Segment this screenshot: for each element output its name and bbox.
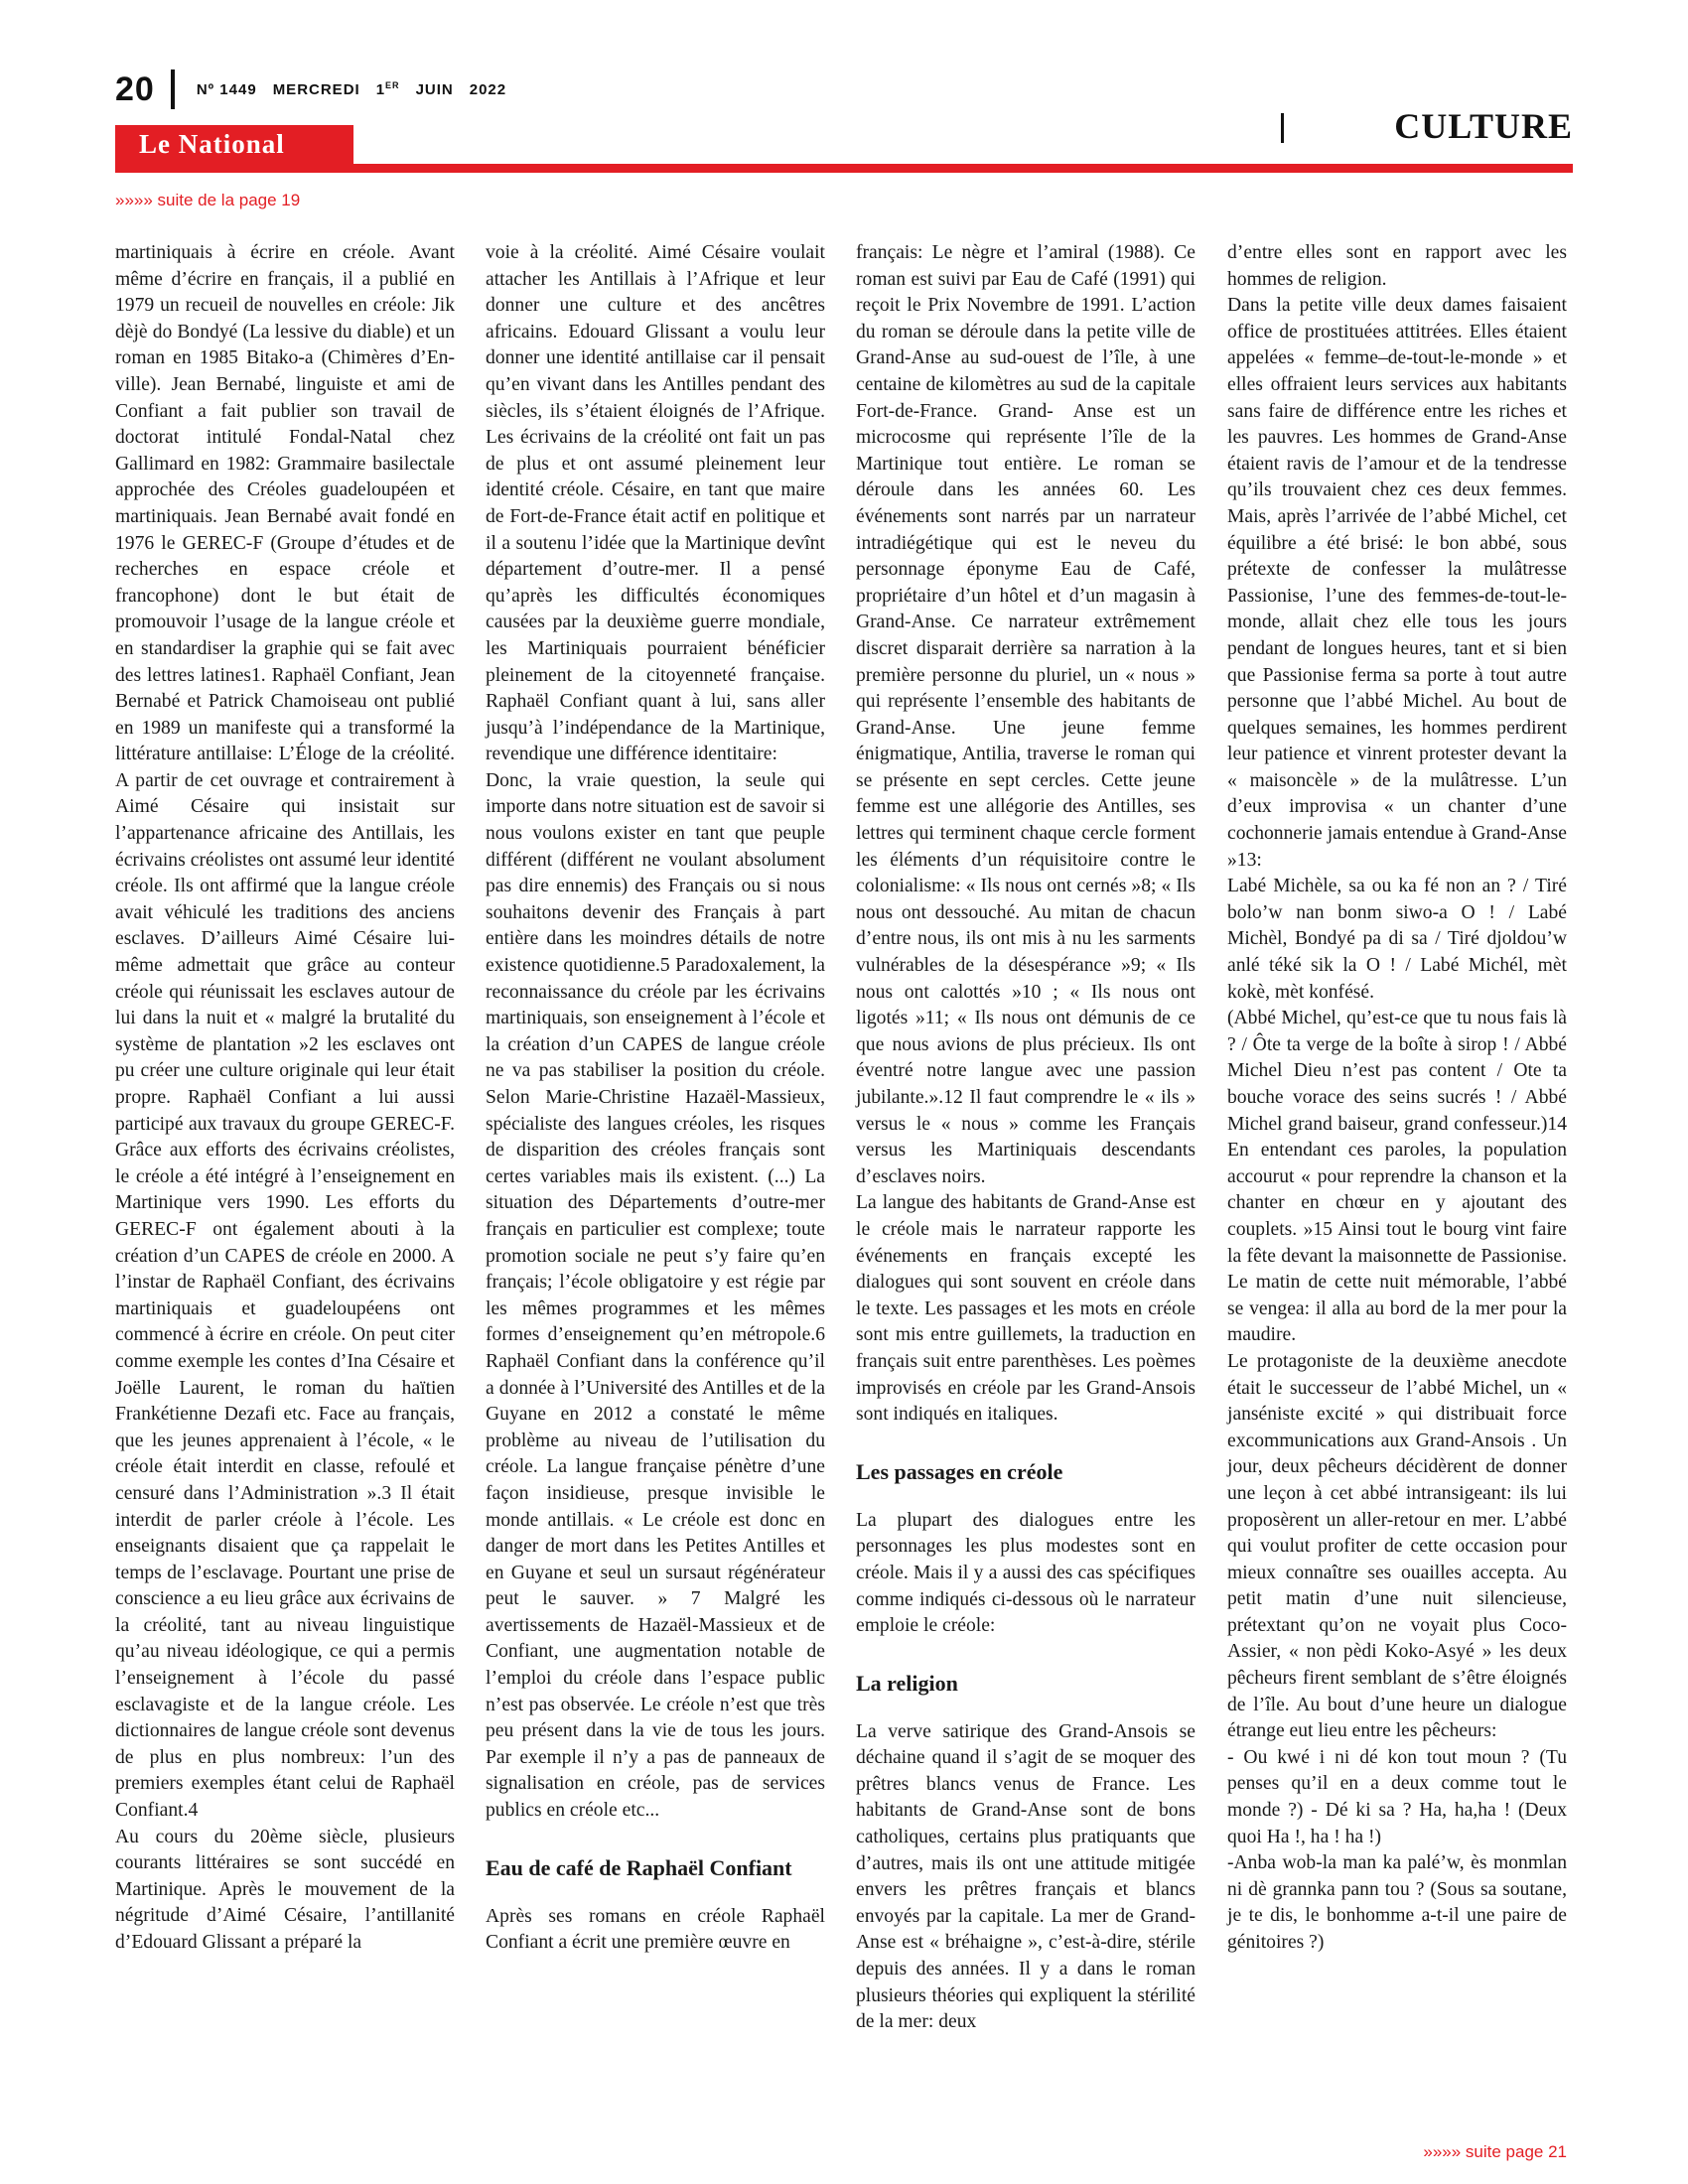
article-column-4 (1227, 240, 1567, 1957)
article-column-3 (856, 240, 1196, 2036)
paragraph: français: Le nègre et l’amiral (1988). Ce roman est suivi par Eau de Café (1991) qui reçoit le Prix Novembre de 1991. L’action du roman se déroule dans la petite ville de Grand-Anse au sud-ouest de l’île, à une centaine de kilomètres au sud de la capitale Fort-de-France. Grand- Anse est un microcosme qui représente l’île de la Martinique tout entière. Le roman se déroule dans les années 60. Les événements sont narrés par un narrateur intradiégétique qui est le neveu du personnage éponyme Eau de Café, propriétaire d’un hôtel et d’un magasin à Grand-Anse. Ce narrateur extrêmement discret disparait derrière sa narration à la première personne du pluriel, un « nous » qui représente l’ensemble des habitants de Grand-Anse. Une jeune femme énigmatique, Antilia, traverse le roman qui se présente en sept cercles. Cette jeune femme est une allégorie des Antilles, ses lettres qui terminent chaque cercle forment les éléments d’un réquisitoire contre le colonialisme: « Ils nous ont cernés »8; « Ils nous ont dessouché. Au mitan de chacun d’entre nous, ils ont mis à nu les sarments vulnérables de la désespérance »9; « Ils nous ont calottés »10 ; « Ils nous ont ligotés »11; « Ils nous ont démunis de ce que nous avions de plus précieux. Ils ont éventré notre langue avec une passion jubilante.».12 Il faut comprendre le « ils » versus le « nous » comme les Français versus les Martiniquais descendants d’esclaves noirs. (856, 242, 1196, 1187)
subheading-passages-creole: Les passages en créole (856, 1458, 1063, 1484)
page-header (115, 68, 506, 111)
paragraph: Après ses romans en créole Raphaël Confiant a écrit une première œuvre en (486, 1905, 825, 1954)
article-column-1 (115, 240, 455, 1957)
paragraph: Labé Michèle, sa ou ka fé non an ? / Tiré bolo’w nan bonm siwo-a O ! / Labé Michèl, Bondyé pa di sa / Tiré djoldou’w anlé téké sik la O ! / Labé Michél, mèt kokè, mèt konfésé. (1227, 876, 1567, 1003)
subheading-eau-de-cafe: Eau de café de Raphaël Confiant (486, 1854, 792, 1880)
paragraph: Au cours du 20ème siècle, plusieurs courants littéraires se sont succédé en Martinique. Après le mouvement de la négritude d’Aimé Césaire, l’antillanité d’Edouard Glissant a préparé la (115, 1826, 455, 1953)
section-divider (1281, 113, 1284, 143)
brand-logo-text: Le National (139, 129, 285, 159)
subheading-religion: La religion (856, 1670, 958, 1696)
issue-year: 2022 (469, 81, 507, 98)
paragraph: Donc, la vraie question, la seule qui importe dans notre situation est de savoir si nous voulons exister en tant que peuple différent (différent ne voulant absolument pas dire ennemis) des Français ou si nous souhaitons devenir des Français à part entière dans les moindres détails de notre existence quotidienne.5 Paradoxalement, la reconnaissance du créole par les écrivains martiniquais, son enseignement à l’école et la création d’un CAPES de langue créole ne va pas stabiliser la position du créole. Selon Marie-Christine Hazaël-Massieux, spécialiste des langues créoles, les risques de disparition des créoles français sont certes variables mais ils existent. (...) La situation des Départements d’outre-mer français en particulier est complexe; toute promotion sociale ne peut s’y faire qu’en français; l’école obligatoire y est régie par les mêmes programmes et les mêmes formes d’enseignement qu’en métropole.6 Raphaël Confiant dans la conférence qu’il a donnée à l’Université des Antilles et de la Guyane en 2012 a constaté le même problème au niveau de l’utilisation du créole. La langue française pénètre d’une façon insidieuse, presque invisible le monde antillais. « Le créole est donc en danger de mort dans les Petites Antilles et en Guyane et seul un sursaut régénérateur peut le sauver. » 7 Malgré les avertissements de Hazaël-Massieux et de Confiant, une augmentation notable de l’emploi du créole dans l’espace public n’est pas observée. Le créole n’est que très peu présent dans la vie de tous les jours. Par exemple il n’y a pas de panneaux de signalisation en créole, pas de services publics en créole etc... (486, 769, 825, 1822)
paragraph: La langue des habitants de Grand-Anse est le créole mais le narrateur rapporte les événements en français excepté les dialogues qui sont souvent en créole dans le texte. Les passages et les mots en créole sont mis entre guillemets, la traduction en français suit entre parenthèses. Les poèmes improvisés en créole par les Grand-Ansois sont indiqués en italiques. (856, 1192, 1196, 1426)
paragraph: Dans la petite ville deux dames faisaient office de prostituées attitrées. Elles étaient appelées « femme–de-tout-le-monde » et elles offraient leurs services aux habitants sans faire de différence entre les riches et les pauvres. Les hommes de Grand-Anse étaient ravis de l’amour et de la tendresse qu’ils trouvaient chez ces deux femmes. Mais, après l’arrivée de l’abbé Michel, cet équilibre a été brisé: le bon abbé, sous prétexte de confesser la mulâtresse Passionise, l’une des femmes-de-tout-le-monde, allait chez elle tous les jours pendant de longues heures, tant et si bien que Passionise ferma sa porte à tout autre personne que l’abbé Michel. Au bout de quelques semaines, les hommes perdirent leur patience et vinrent protester devant la « maisoncèle » de la mulâtresse. L’un d’eux improvisa « un chanter d’une cochonnerie jamais entendue à Grand-Anse »13: (1227, 295, 1567, 871)
page-number: 20 (115, 69, 155, 108)
paragraph: Le protagoniste de la deuxième anecdote était le successeur de l’abbé Michel, un « janséniste excité » qui distribuait force excommunications aux Grand-Ansois . Un jour, deux pêcheurs décidèrent de donner une leçon à cet abbé intransigeant: ils lui proposèrent un aller-retour en mer. L’abbé qui voulut profiter de cette occasion pour mieux connaître ses ouailles accepta. Au petit matin d’une nuit silencieuse, prétextant qu’on ne voyait plus Coco-Assier, « non pèdi Koko-Asyé » les deux pêcheurs firent semblant de s’être éloignés de l’île. Au bout d’une heure un dialogue étrange eut lieu entre les pêcheurs: (1227, 1350, 1567, 1742)
paragraph: martiniquais à écrire en créole. Avant même d’écrire en français, il a publié en 1979 un recueil de nouvelles en créole: Jik dèjè do Bondyé (La lessive du diable) et un roman en 1985 Bitako-a (Chimères d’En- ville). Jean Bernabé, linguiste et ami de Confiant a fait publier son travail de doctorat intitulé Fondal-Natal chez Gallimard en 1982: Grammaire basilectale approchée des Créoles guadeloupéen et martiniquais. Jean Bernabé avait fondé en 1976 le GEREC-F (Groupe d’études et de recherches en espace créole et francophone) dont le but était de promouvoir l’usage de la langue créole et en standardiser la graphie qui se fait avec des lettres latines1. Raphaël Confiant, Jean Bernabé et Patrick Chamoiseau ont publié en 1989 un manifeste qui a transformé la littérature antillaise: L’Éloge de la créolité. A partir de cet ouvrage et contrairement à Aimé Césaire qui insistait sur l’appartenance africaine des Antillais, les écrivains créolistes ont assumé leur identité créole. Ils ont affirmé que la langue créole avait véhiculé les traditions des anciens esclaves. D’ailleurs Aimé Césaire lui-même admettait que grâce au conteur créole qui réunissait les esclaves autour de lui dans la nuit et « malgré la brutalité du système de plantation »2 les esclaves ont pu créer une culture originale qui leur était propre. Raphaël Confiant a lui aussi participé aux travaux du groupe GEREC-F. Grâce aux efforts des écrivains créolistes, le créole a été intégré à l’enseignement en Martinique vers 1990. Les efforts du GEREC-F ont également abouti à la création d’un CAPES de créole en 2000. A l’instar de Raphaël Confiant, des écrivains martiniquais et guadeloupéens ont commencé à écrire en créole. On peut citer comme exemple les contes d’Ina Césaire et Joëlle Laurent, le roman du haïtien Frankétienne Dezafi etc. Face au français, que les jeunes apprenaient à l’école, « le créole était interdit en classe, refoulé et censuré dans l’Administration ».3 Il était interdit de parler créole à l’école. Les enseignants disaient que ça rappelait le temps de l’esclavage. Pourtant une prise de conscience a eu lieu grâce aux écrivains de la créolité, tant au niveau linguistique qu’au niveau idéologique, ce qui a permis l’enseignement à l’école du passé esclavagiste et de la langue créole. Les dictionnaires de langue créole sont devenus de plus en plus nombreux: l’un des premiers exemples étant celui de Raphaël Confiant.4 (115, 242, 455, 1822)
issue-info (197, 80, 506, 98)
issue-day: 1ER (375, 80, 400, 98)
section-title: CULTURE (1394, 106, 1573, 146)
paragraph: voie à la créolité. Aimé Césaire voulait attacher les Antillais à l’Afrique et leur donner une culture et des ancêtres africains. Edouard Glissant a voulu leur donner une identité antillaise car il pensait qu’en vivant dans les Antilles pendant des siècles, ils s’étaient éloignés de l’Afrique. Les écrivains de la créolité ont fait un pas de plus et ont assumé pleinement leur identité créole. Césaire, en tant que maire de Fort-de-France était actif en politique et il a soutenu l’idée que la Martinique devînt département d’outre-mer. Il a pensé qu’après les difficultés économiques causées par la deuxième guerre mondiale, les Martiniquais pourraient bénéficier pleinement de la citoyenneté française. Raphaël Confiant quant à lui, sans aller jusqu’à l’indépendance de la Martinique, revendique une différence identitaire: (486, 242, 825, 765)
continued-from-label: »»»» suite de la page 19 (115, 191, 301, 209)
issue-month: JUIN (415, 81, 454, 98)
paragraph: La plupart des dialogues entre les personnages les plus modestes sont en créole. Mais il y a aussi des cas spécifiques comme indiqués ci-dessous où le narrateur emploie le créole: (856, 1509, 1196, 1637)
issue-number: Nº 1449 (196, 81, 257, 98)
paragraph: La verve satirique des Grand-Ansois se déchaine quand il s’agit de se moquer des prêtres blancs venus de France. Les habitants de Grand-Anse sont de bons catholiques, certains plus pratiquants que d’autres, mais ils ont une attitude mitigée envers les prêtres français et blancs envoyés par la capitale. La mer de Grand-Anse est « bréhaigne », c’est-à-dire, stérile depuis des années. Il y a dans le roman plusieurs théories qui expliquent la stérilité de la mer: deux (856, 1720, 1196, 2033)
paragraph: - Ou kwé i ni dé kon tout moun ? (Tu penses qu’il en a deux comme tout le monde ?) - Dé ki sa ? Ha, ha,ha ! (Deux quoi Ha !, ha ! ha !) (1227, 1746, 1567, 1847)
header-rule (115, 164, 1573, 173)
paragraph: -Anba wob-la man ka palé’w, ès monmlan ni dè grannka pann tou ? (Sous sa soutane, je te dis, le bonhomme a-t-il une paire de génitoires ?) (1227, 1852, 1567, 1953)
issue-weekday: MERCREDI (272, 81, 360, 98)
paragraph: d’entre elles sont en rapport avec les hommes de religion. (1227, 242, 1567, 290)
article-column-2 (486, 240, 825, 1957)
continued-to-label: »»»» suite page 21 (1423, 2142, 1567, 2161)
paragraph: (Abbé Michel, qu’est-ce que tu nous fais là ? / Ôte ta verge de la boîte à sirop ! / Abbé Michel Dieu n’est pas content / Ote ta bouche vorace des seins sucrés ! / Abbé Michel grand baiseur, grand confesseur.)14 En entendant ces paroles, la population accourut « pour reprendre la chanson et la chanter en chœur en y ajoutant des couplets. »15 Ainsi tout le bourg vint faire la fête devant la maisonnette de Passionise. Le matin de cette nuit mémorable, l’abbé se vengea: il alla au bord de la mer pour la maudire. (1227, 1008, 1567, 1346)
header-divider (171, 69, 175, 109)
